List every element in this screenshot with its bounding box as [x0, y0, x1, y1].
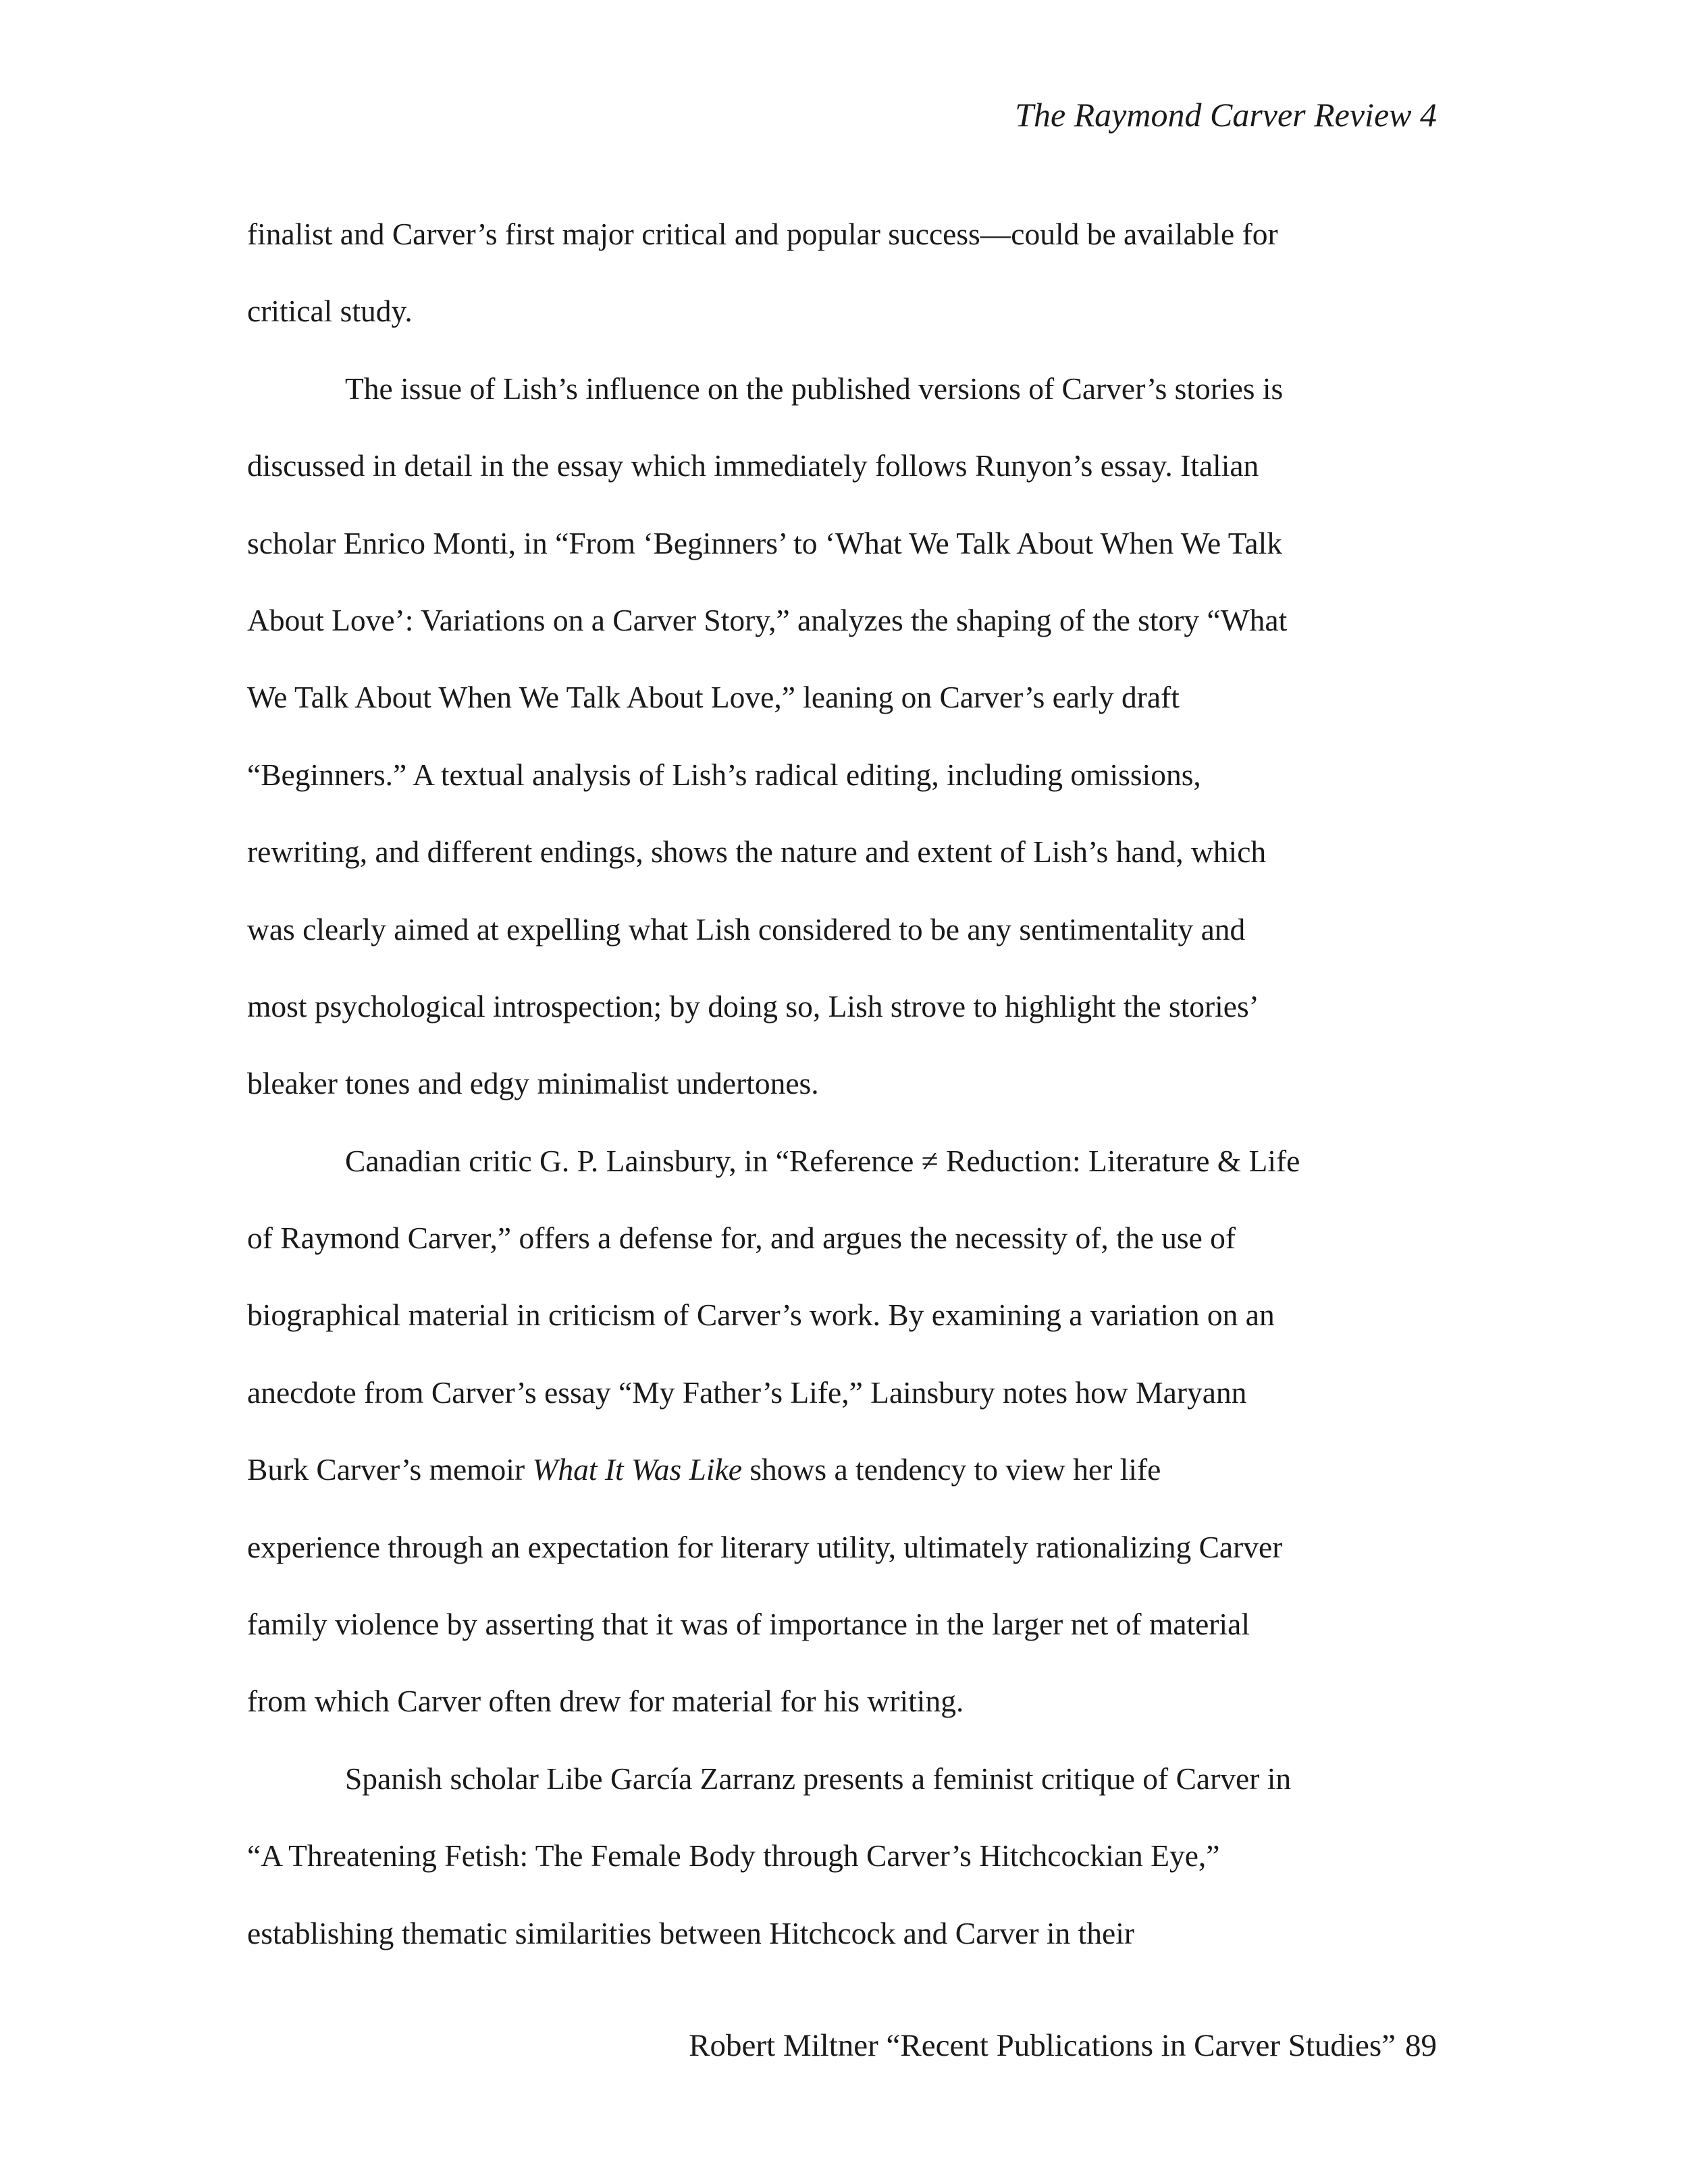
- text-line: family violence by asserting that it was of importance in the larger net of material: [247, 1607, 1250, 1642]
- text-line: from which Carver often drew for material for his writing.: [247, 1684, 964, 1719]
- text-line: “Beginners.” A textual analysis of Lish’s radical editing, including omissions,: [247, 757, 1201, 792]
- text-line-with-title: [247, 1431, 1429, 1508]
- text-line: biographical material in criticism of Carver’s work. By examining a variation on an: [247, 1298, 1275, 1333]
- text-line: was clearly aimed at expelling what Lish considered to be any sentimentality and: [247, 911, 1246, 947]
- text-line: About Love’: Variations on a Carver Story,” analyzes the shaping of the story “What: [247, 602, 1288, 637]
- paragraph-start-line: The issue of Lish’s influence on the published versions of Carver’s stories is: [345, 371, 1284, 406]
- body-text: [247, 196, 1429, 1972]
- running-head: The Raymond Carver Review 4: [1015, 96, 1437, 134]
- paragraph-start-line: Spanish scholar Libe García Zarranz presents a feminist critique of Carver in: [345, 1761, 1292, 1796]
- footer-citation: Robert Miltner “Recent Publications in Carver Studies”: [689, 2028, 1396, 2063]
- text-segment: shows a tendency to view her life: [741, 1452, 1161, 1487]
- text-line: rewriting, and different endings, shows the nature and extent of Lish’s hand, which: [247, 834, 1267, 870]
- text-segment: Burk Carver’s memoir: [247, 1452, 533, 1487]
- text-line: establishing thematic similarities between Hitchcock and Carver in their: [247, 1915, 1135, 1950]
- text-line: bleaker tones and edgy minimalist undertones.: [247, 1066, 819, 1101]
- text-line: “A Threatening Fetish: The Female Body through Carver’s Hitchcockian Eye,”: [247, 1838, 1220, 1873]
- text-line: critical study.: [247, 294, 413, 329]
- text-line: We Talk About When We Talk About Love,” leaning on Carver’s early draft: [247, 680, 1180, 715]
- page-number: 89: [1405, 2028, 1437, 2063]
- text-line: of Raymond Carver,” offers a defense for, and argues the necessity of, the use of: [247, 1221, 1236, 1256]
- text-line: discussed in detail in the essay which immediately follows Runyon’s essay. Italian: [247, 448, 1259, 483]
- paragraph-start-line: Canadian critic G. P. Lainsbury, in “Reference ≠ Reduction: Literature & Life: [345, 1143, 1300, 1178]
- text-line: finalist and Carver’s first major critical and popular success—could be available for: [247, 217, 1278, 251]
- text-line: experience through an expectation for literary utility, ultimately rationalizing Carver: [247, 1529, 1283, 1564]
- text-line: anecdote from Carver’s essay “My Father’s Life,” Lainsbury notes how Maryann: [247, 1375, 1247, 1410]
- page-footer: [689, 2025, 1437, 2066]
- text-line: scholar Enrico Monti, in “From ‘Beginners’ to ‘What We Talk About When We Talk: [247, 525, 1283, 560]
- text-line: most psychological introspection; by doing so, Lish strove to highlight the stories’: [247, 988, 1259, 1023]
- book-title: What It Was Like: [532, 1452, 742, 1487]
